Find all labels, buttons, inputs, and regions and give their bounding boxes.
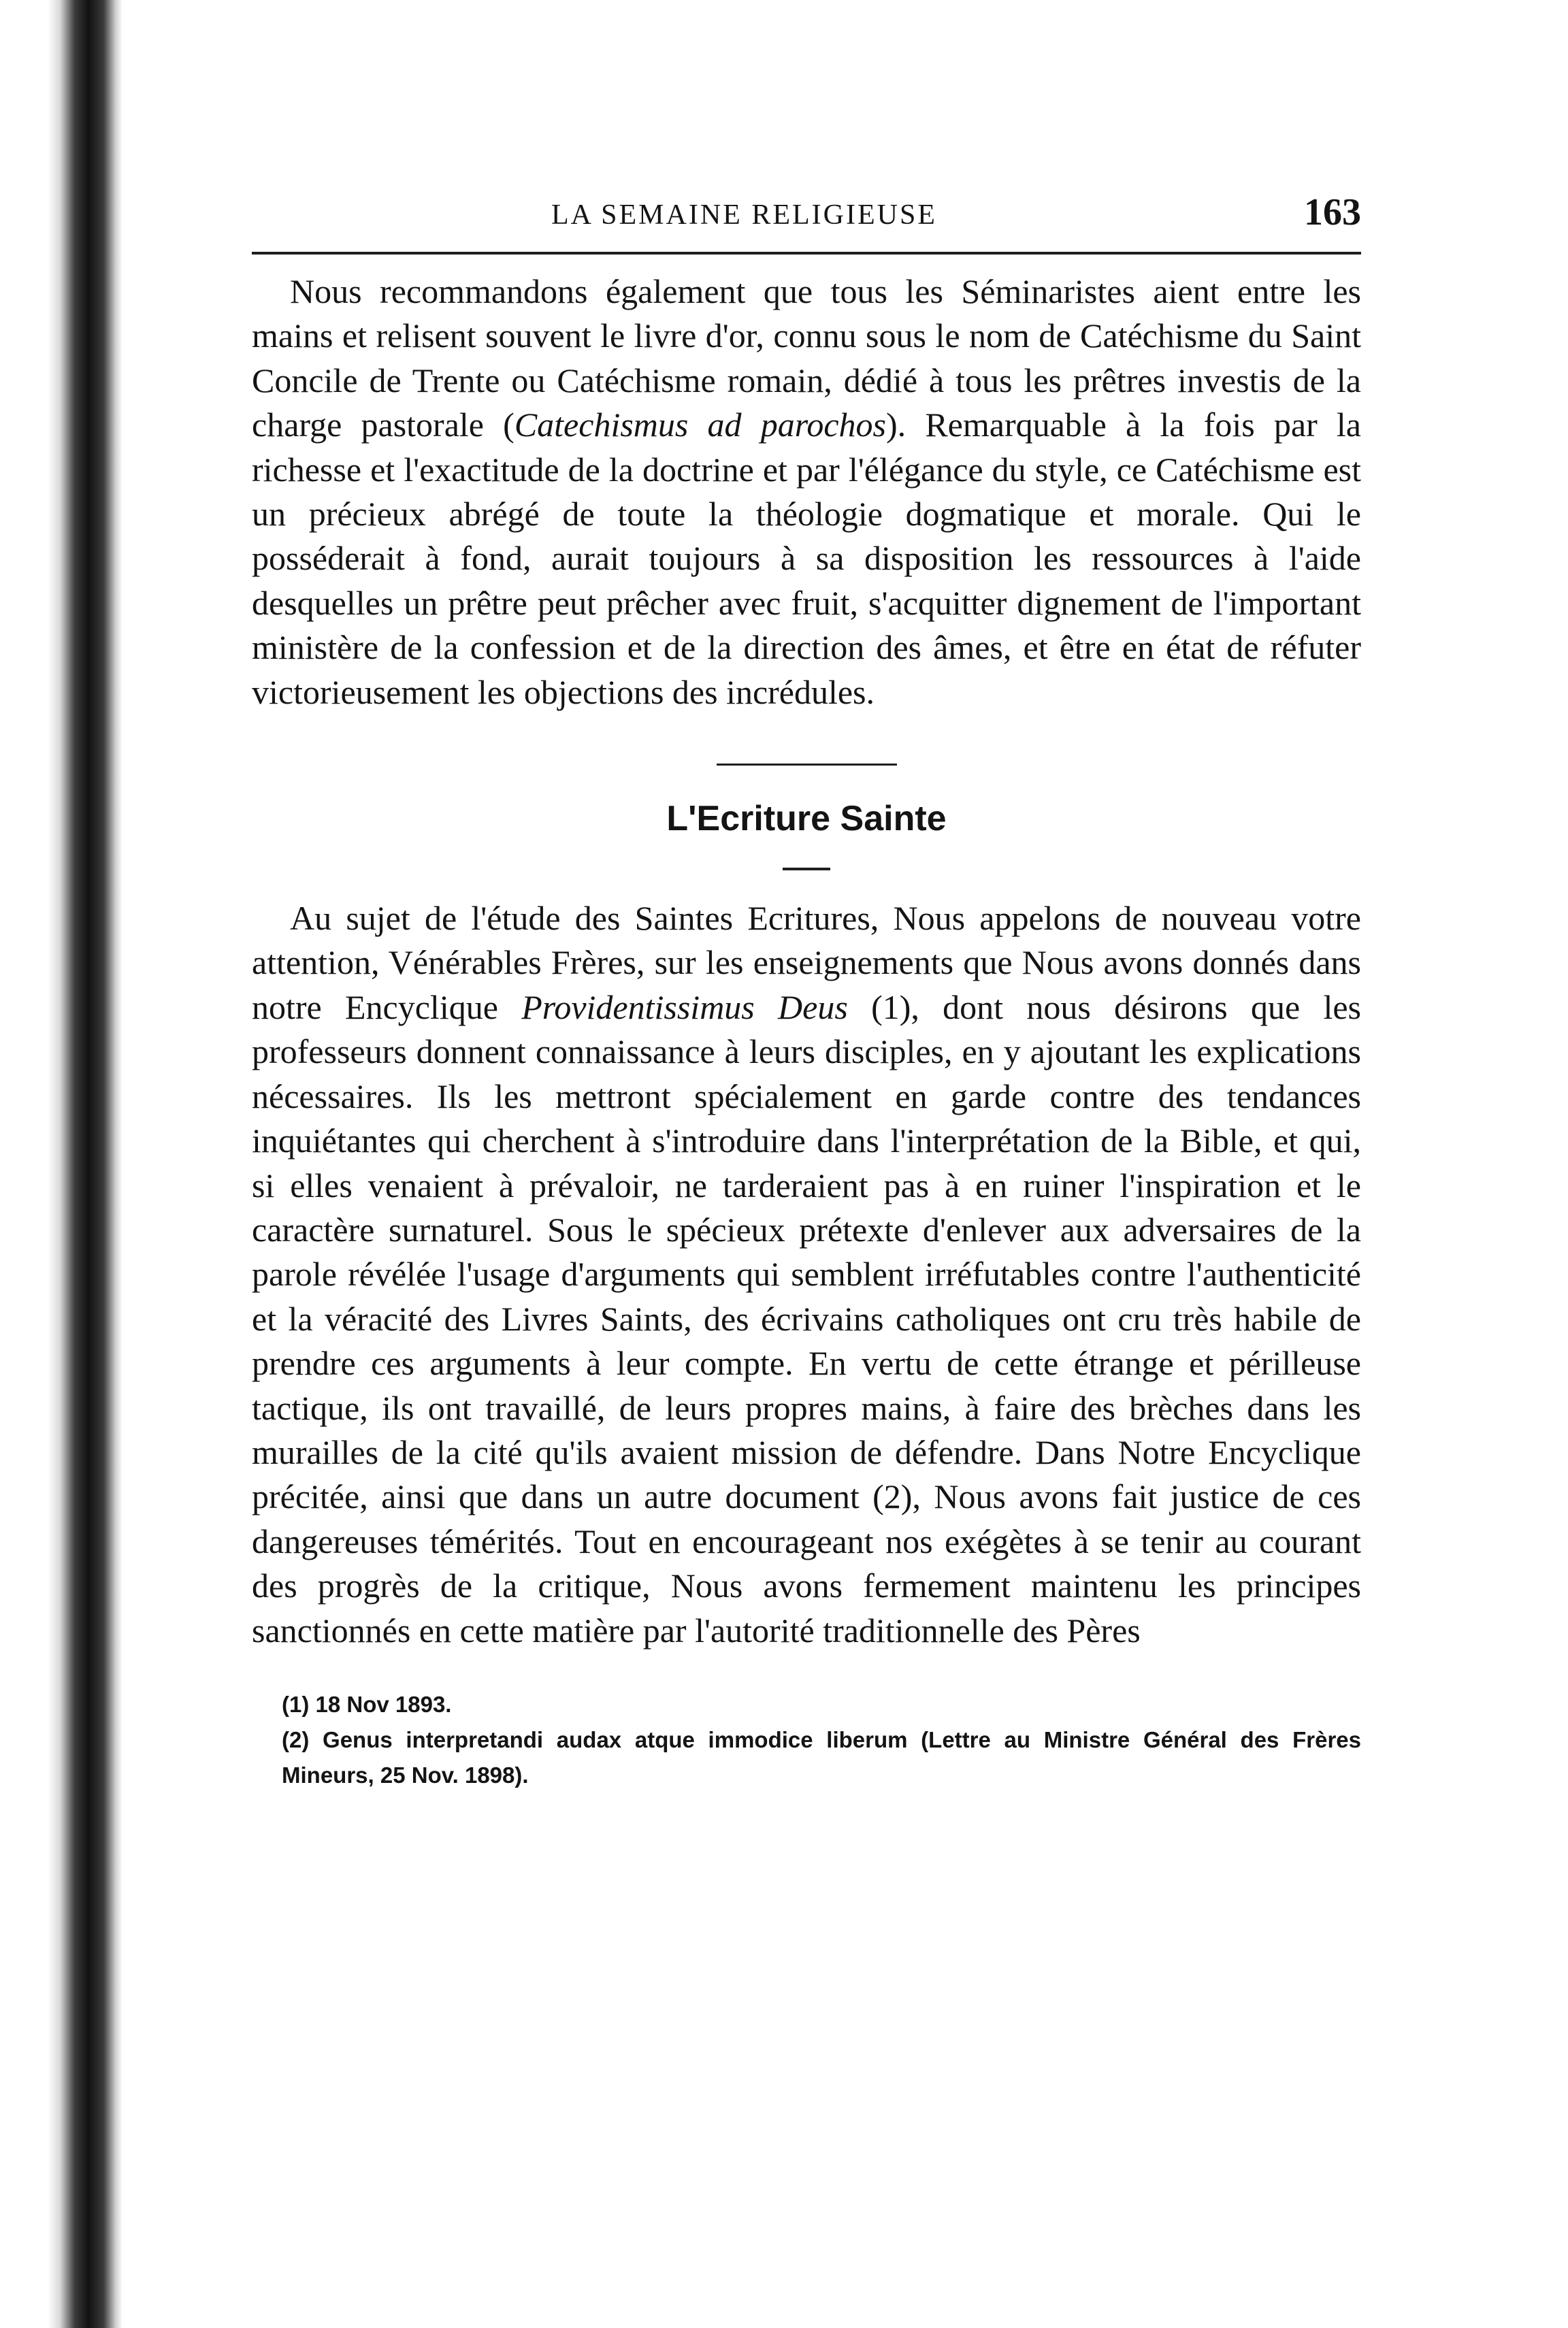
- page-number: 163: [1304, 191, 1361, 233]
- encyclical-title: Providentissimus Deus: [521, 987, 848, 1026]
- running-head: [252, 191, 1361, 252]
- title-dash: [783, 868, 830, 870]
- header-rule: [252, 252, 1361, 255]
- book-binding-edge: [48, 0, 122, 2328]
- body-text-continued: (1), dont nous désirons que les professeurs donnent connaissance à leurs disciples, en y ajoutant les explications nécessaires. Ils les mettront spécialement en garde contre des tendances inquiétantes qui cherchent à s'introduire dans l'interprétation de la Bible, et qui, si elles venaient à prévaloir, ne tarderaient pas à en ruiner l'inspiration et le caractère surnaturel. Sous le spécieux prétexte d'enlever aux adversaires de la parole révélée l'usage d'arguments qui semblent irréfutables contre l'authenticité et la véracité des Livres Saints, des écrivains catholiques ont cru très habile de prendre ces arguments à leur compte. En vertu de cette étrange et périlleuse tactique, ils ont travaillé, de leurs propres mains, à faire des brèches dans les murailles de la cité qu'ils avaient mission de défendre. Dans Notre Encyclique précitée, ainsi que dans un autre document (2), Nous avons fait justice de ces dangereuses témérités. Tout en encourageant nos exégètes à se tenir au courant des progrès de la critique, Nous avons fermement maintenu les principes sanctionnés en cette matière par l'autorité traditionnelle des Pères: [252, 987, 1361, 1650]
- page: [252, 191, 1361, 1793]
- section-title: L'Ecriture Sainte: [666, 799, 947, 839]
- body-paragraph: [252, 896, 1361, 1653]
- body-text: Au sujet de l'étude des Saintes Ecritures, Nous appelons de nouveau votre attention, Vénérables Frères, sur les enseignements que Nous avons donnés dans notre Encyclique: [252, 899, 1361, 1026]
- section-separator: [717, 764, 897, 766]
- intro-paragraph: [252, 269, 1361, 715]
- running-title: LA SEMAINE RELIGIEUSE: [551, 199, 937, 231]
- footnotes: [252, 1687, 1361, 1793]
- intro-text: Nous recommandons également que tous les Séminaristes aient entre les mains et relisent souvent le livre d'or, connu sous le nom de Catéchisme du Saint Concile de Trente ou Catéchisme romain, dédié à tous les prêtres investis de la charge pastorale (: [252, 272, 1361, 444]
- intro-italic-title: Catechismus ad parochos: [514, 406, 886, 444]
- intro-text-continued: ). Remarquable à la fois par la richesse et l'exactitude de la doctrine et par l'élégance du style, ce Catéchisme est un précieux abrégé de toute la théologie dogmatique et morale. Qui le posséderait à fond, aurait toujours à sa disposition les ressources à l'aide desquelles un prêtre peut prêcher avec fruit, s'acquitter dignement de l'important ministère de la confession et de la direction des âmes, et être en état de réfuter victorieusement les objections des incrédules.: [252, 406, 1361, 711]
- footnote-1: (1) 18 Nov 1893.: [282, 1691, 452, 1717]
- footnote-2: (2) Genus interpretandi audax atque immodice liberum (Lettre au Ministre Général des Frères Mineurs, 25 Nov. 1898).: [282, 1726, 1361, 1788]
